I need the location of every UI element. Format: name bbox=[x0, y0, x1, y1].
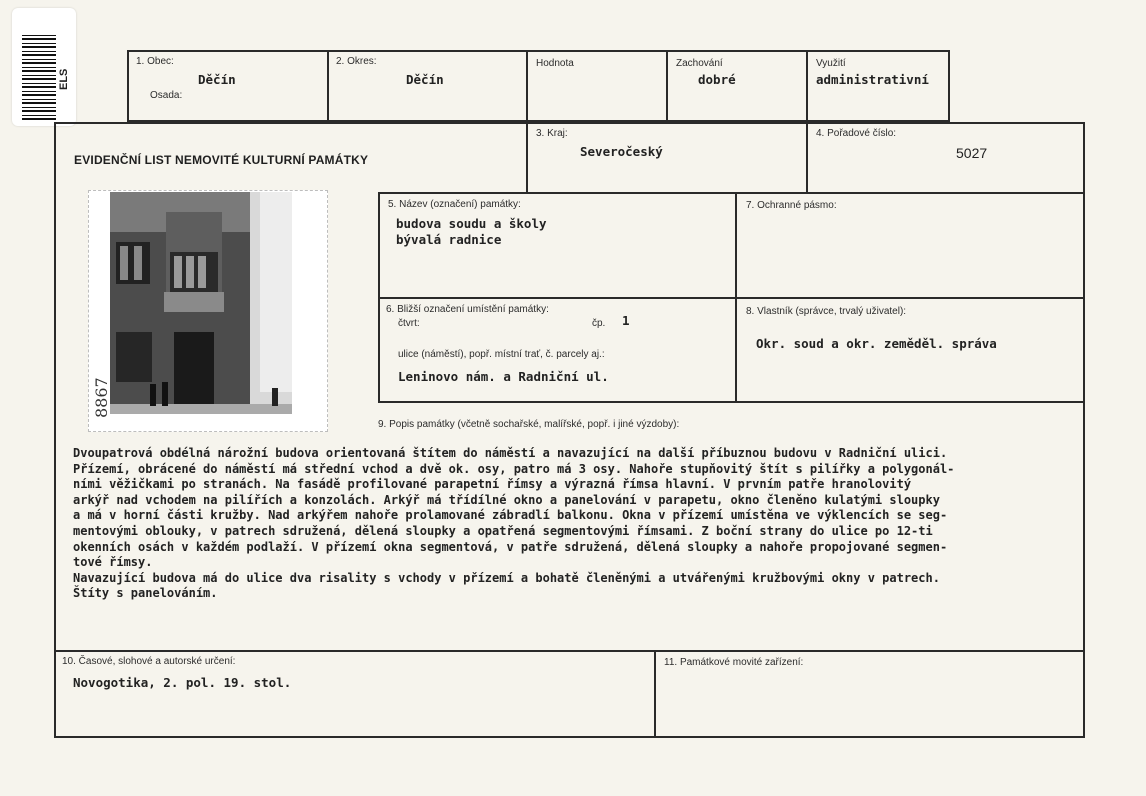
poradove-label: 4. Pořadové číslo: bbox=[816, 128, 897, 139]
casove-label: 10. Časové, slohové a autorské určení: bbox=[62, 656, 236, 667]
okres-value: Děčín bbox=[406, 72, 444, 87]
grid-line bbox=[378, 192, 1084, 194]
obec-value: Děčín bbox=[198, 72, 236, 87]
osada-label: Osada: bbox=[150, 90, 183, 101]
blizsi-label: 6. Bližší označení umístění památky: bbox=[386, 304, 549, 315]
popis-label: 9. Popis památky (včetně sochařské, malířské, popř. i jiné výzdoby): bbox=[378, 419, 680, 430]
building-photo-image bbox=[110, 192, 292, 414]
grid-line bbox=[54, 122, 56, 738]
grid-line bbox=[128, 50, 950, 52]
hodnota-label: Hodnota bbox=[536, 58, 574, 69]
sticker-code: ELS bbox=[58, 68, 70, 90]
kraj-value: Severočeský bbox=[580, 144, 663, 159]
nazev-line-2: bývalá radnice bbox=[396, 232, 502, 247]
casove-value: Novogotika, 2. pol. 19. stol. bbox=[73, 675, 292, 690]
grid-line bbox=[127, 50, 129, 122]
vlastnik-value: Okr. soud a okr. zeměděl. správa bbox=[756, 336, 997, 351]
vyuziti-label: Využití bbox=[816, 58, 846, 69]
popis-text: Dvoupatrová obdélná nárožní budova orientovaná štítem do náměstí a navazující na další příbuznou budovu v Radniční ulici. Přízemí, obrácené do náměstí má střední vchod a dvě ok. osy, patro má 3 osy. Nahoře stupňovitý štít s pilířky a polygonál- ními věžičkami po stranách. Na fasádě profilované parapetní římsy a výrazná římsa hlavní. V prvním patře hranolovitý arkýř nad vchodem na pilířích a konzolách. Arkýř má třídílné okno a panelování v parapetu, okno členěno kulatými sloupky a má v horní části kružby. Nad arkýřem nahoře prolamované zábradlí balkonu. Okna v přízemí umístěna ve výklencích se seg- mentovými oblouky, v patrech sdružená, dělená sloupky a opatřená segmentovými římsami. Z boční strany do ulice po 12-ti okenních osách v každém podlaží. V přízemí okna segmentová, v patře sdružená, dělená sloupky a nahoře propojované segmen- tové římsy. Navazující budova má do ulice dva risality s vchody v přízemí a bohatě členěnými a utvářenými kružbovými okny v patrech. Štíty s panelováním. bbox=[73, 446, 955, 601]
ulice-label: ulice (náměstí), popř. místní trať, č. parcely aj.: bbox=[398, 349, 605, 360]
grid-line bbox=[1083, 122, 1085, 738]
nazev-label: 5. Název (označení) památky: bbox=[388, 199, 521, 210]
grid-line bbox=[54, 736, 1085, 738]
page-title: EVIDENČNÍ LIST NEMOVITÉ KULTURNÍ PAMÁTKY bbox=[74, 153, 369, 167]
obec-label: 1. Obec: bbox=[136, 56, 174, 67]
grid-line bbox=[327, 50, 329, 122]
kraj-label: 3. Kraj: bbox=[536, 128, 568, 139]
movite-label: 11. Památkové movité zařízení: bbox=[664, 657, 804, 668]
grid-line bbox=[948, 50, 950, 122]
ulice-value: Leninovo nám. a Radniční ul. bbox=[398, 369, 609, 384]
poradove-value: 5027 bbox=[956, 145, 988, 161]
photo-number: 8867 bbox=[92, 377, 111, 418]
ctvrt-label: čtvrt: bbox=[398, 318, 420, 329]
grid-line bbox=[526, 122, 528, 192]
grid-line bbox=[654, 650, 656, 738]
grid-line bbox=[54, 650, 1084, 652]
cp-value: 1 bbox=[622, 313, 630, 328]
grid-line bbox=[378, 297, 1084, 299]
grid-line bbox=[526, 50, 528, 122]
vyuziti-value: administrativní bbox=[816, 72, 929, 87]
okres-label: 2. Okres: bbox=[336, 56, 377, 67]
grid-line bbox=[806, 50, 808, 122]
grid-line bbox=[54, 122, 1084, 124]
cp-label: čp. bbox=[592, 318, 606, 329]
grid-line bbox=[378, 401, 1084, 403]
barcode-icon bbox=[22, 32, 56, 120]
grid-line bbox=[666, 50, 668, 122]
zachovani-label: Zachování bbox=[676, 58, 723, 69]
zachovani-value: dobré bbox=[698, 72, 736, 87]
building-photo bbox=[110, 192, 292, 414]
nazev-line-1: budova soudu a školy bbox=[396, 216, 547, 231]
ochranne-label: 7. Ochranné pásmo: bbox=[746, 200, 837, 211]
grid-line bbox=[806, 122, 808, 192]
vlastnik-label: 8. Vlastník (správce, trvalý uživatel): bbox=[746, 306, 907, 317]
